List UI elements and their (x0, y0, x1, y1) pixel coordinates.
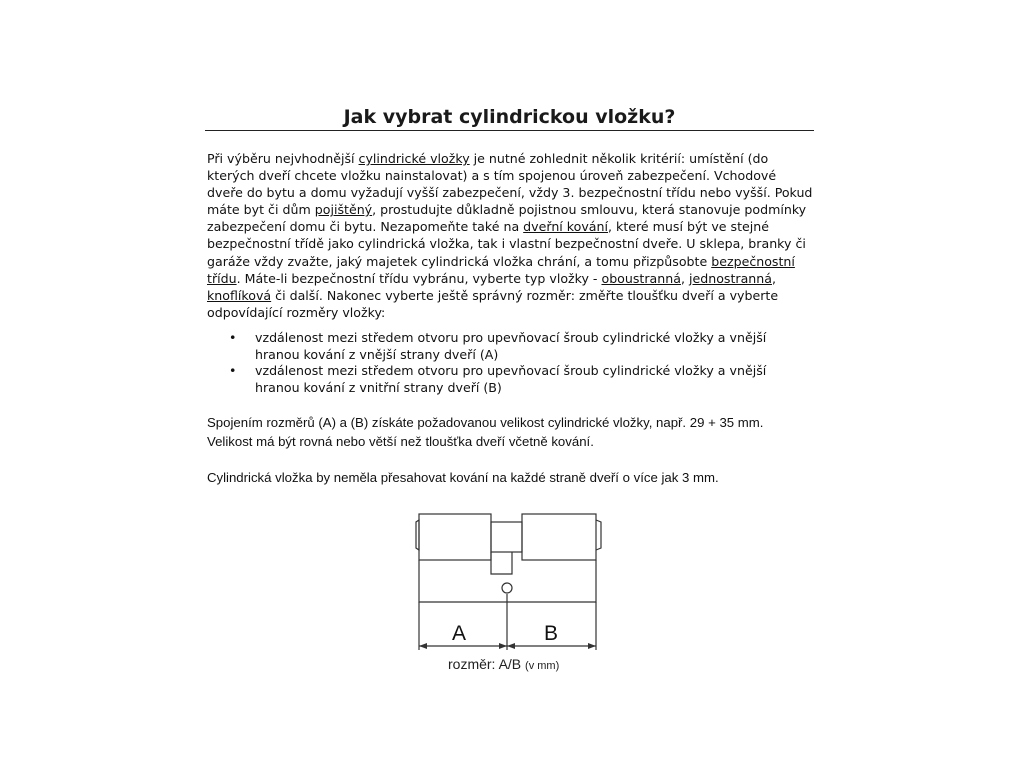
caption-main: rozměr: A/B (448, 656, 522, 672)
size-note-line-1: Spojením rozměrů (A) a (B) získáte požadovanou velikost cylindrické vložky, např. 29 + 35 mm. (207, 415, 764, 430)
right-plug (522, 514, 596, 560)
arrow-a-right (499, 643, 507, 649)
bullet-icon: • (229, 330, 237, 345)
cylinder-drawing (410, 508, 610, 658)
list-item (207, 363, 813, 396)
list-item (207, 330, 813, 363)
arrow-a-left (419, 643, 427, 649)
link-cylindricke-vlozky[interactable]: cylindrické vložky (358, 151, 470, 166)
intro-text-7: , (771, 270, 776, 286)
page-title: Jak vybrat cylindrickou vložku? (343, 106, 676, 128)
intro-text-5: . Máte-li bezpečnostní třídu vybránu, vyberte typ vložky - (236, 270, 602, 286)
cylinder-diagram (410, 508, 610, 678)
caption-unit: (v mm) (525, 660, 560, 672)
size-note-line-2: Velikost má být rovná nebo větší než tloušťka dveří včetně kování. (207, 434, 594, 449)
intro-paragraph (207, 150, 813, 321)
intro-text-3: , prostudujte důkladně pojistnou smlouvu, která stanovuje podmínky zabezpečení domu či bytu. Nezapomeňte také na (207, 202, 807, 235)
link-oboustranna[interactable]: oboustranná (601, 270, 681, 286)
left-plug (419, 514, 491, 560)
intro-text-1: Při výběru nejvhodnější (207, 151, 359, 166)
dimension-label-a: A (452, 622, 467, 645)
title-divider (205, 130, 814, 131)
right-plug-tip (596, 520, 601, 550)
screw-hole (502, 583, 512, 593)
list-item-text: vzdálenost mezi středem otvoru pro upevňovací šroub cylindrické vložky a vnější hranou kování z vnitřní strany dveří (B) (255, 363, 767, 395)
intro-text-8: či další. Nakonec vyberte ještě správný rozměr: změřte tloušťku dveří a vyberte odpovídající rozměry vložky: (207, 287, 779, 320)
bullet-icon: • (229, 363, 237, 378)
cam-slot (491, 552, 512, 574)
center-bridge (491, 522, 522, 552)
link-pojisteny[interactable]: pojištěný (314, 202, 373, 218)
overhang-note: Cylindrická vložka by neměla přesahovat kování na každé straně dveří o více jak 3 mm. (207, 470, 719, 485)
diagram-caption (448, 656, 559, 672)
link-bezpecnostni-tridu[interactable]: bezpečnostní třídu (207, 253, 795, 286)
list-item-text: vzdálenost mezi středem otvoru pro upevňovací šroub cylindrické vložky a vnější hranou kování z vnější strany dveří (A) (255, 330, 767, 362)
intro-text-6: , (680, 270, 689, 286)
link-dverni-kovani[interactable]: dveřní kování (523, 219, 609, 235)
intro-text-2: je nutné zohlednit několik kritérií: umístění (do kterých dveří chcete vložku nainstalovat) a s tím spojenou úroveň zabezpečení. Vchodové dveře do bytu a domu vyžadují vyšší zabezpečení, vždy 3. bezpečnostní třídu nebo vyšší. Pokud máte byt či dům (207, 151, 813, 218)
arrow-b-left (507, 643, 515, 649)
link-jednostranna[interactable]: jednostranná (688, 270, 772, 286)
measurement-list (207, 330, 813, 396)
arrow-b-right (588, 643, 596, 649)
dimension-label-b: B (544, 622, 559, 645)
link-knoflikova[interactable]: knoflíková (207, 287, 272, 303)
intro-text-4: , které musí být ve stejné bezpečnostní třídě jako cylindrická vložka, tak i vlastní bezpečnostní dveře. U sklepa, branky či garáže vždy zvažte, jaký majetek cylindrická vložka chrání, a tomu přizpůsobte (207, 219, 806, 269)
